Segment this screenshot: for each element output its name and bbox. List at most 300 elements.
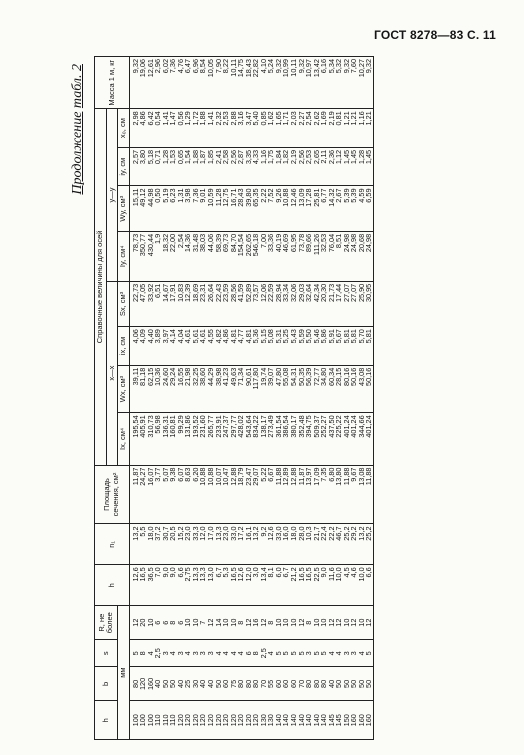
cell-ix: 4,40 — [147, 327, 155, 366]
cell-mass: 9,32 — [298, 57, 306, 109]
cell-Wx: 62,15 — [147, 365, 155, 413]
cell-ix: 5,08 — [267, 327, 275, 366]
cell-n1: 25,2 — [343, 524, 351, 565]
cell-iy: 1,84 — [275, 147, 283, 186]
cell-s: 3 — [343, 640, 351, 667]
cell-n1: 5,5 — [139, 524, 147, 565]
cell-Iy: 58,39 — [215, 231, 223, 281]
cell-mass: 19,06 — [139, 57, 147, 109]
cell-Sx: 47,05 — [139, 281, 147, 326]
cell-ix: 4,82 — [215, 327, 223, 366]
cell-Ix: 361,54 — [275, 413, 283, 465]
cell-Sx: 32,06 — [290, 281, 298, 326]
cell-Wx: 117,80 — [252, 365, 260, 413]
cell-Ix: 380,17 — [290, 413, 298, 465]
cell-n1: 13,3 — [215, 524, 223, 565]
cell-n1: 22,4 — [320, 524, 328, 565]
cell-Wx: 19,74 — [260, 365, 268, 413]
cell-iy: 2,36 — [328, 147, 336, 186]
cell-area: 10,88 — [199, 465, 207, 524]
cell-h: 120 — [237, 701, 245, 740]
cell-R: 10 — [282, 606, 290, 640]
cell-b: 40 — [207, 667, 215, 701]
cell-b: 50 — [169, 667, 177, 701]
cell-x0: 1,21 — [350, 109, 358, 148]
cell-area: 7,35 — [320, 465, 328, 524]
cell-b: 60 — [290, 667, 298, 701]
cell-x0: 2,54 — [305, 109, 313, 148]
cell-Sx: 27,07 — [350, 281, 358, 326]
cell-Ix: 394,75 — [305, 413, 313, 465]
col-Iy: Iy, см⁴ — [118, 231, 130, 281]
cell-b: 80 — [320, 667, 328, 701]
cell-x0: 2,27 — [298, 109, 306, 148]
cell-x0: 2,03 — [290, 109, 298, 148]
cell-s: 3 — [207, 640, 215, 667]
cell-hh: 4,5 — [343, 565, 351, 606]
cell-h: 130 — [260, 701, 268, 740]
cell-x0: 1,21 — [365, 109, 373, 148]
cell-R: 10 — [230, 606, 238, 640]
cell-n1: 28,0 — [298, 524, 306, 565]
cell-Ix: 344,66 — [358, 413, 366, 465]
continuation-prefix: Продолжение — [70, 111, 85, 195]
cell-h: 120 — [207, 701, 215, 740]
cell-b: 40 — [328, 667, 336, 701]
cell-R: 12 — [328, 606, 336, 640]
cell-Wx: 38,60 — [199, 365, 207, 413]
cell-Wy: 9,01 — [199, 186, 207, 231]
cell-iy: 1,85 — [207, 147, 215, 186]
cell-b: 80 — [305, 667, 313, 701]
cell-ix: 5,36 — [252, 327, 260, 366]
cell-Ix: 543,64 — [245, 413, 253, 465]
table-body — [129, 57, 374, 740]
cell-h: 145 — [328, 701, 336, 740]
cell-mass: 9,32 — [129, 57, 139, 109]
cell-hh: 9,0 — [169, 565, 177, 606]
cell-b: 50 — [215, 667, 223, 701]
cell-b: 50 — [162, 667, 170, 701]
cell-s: 3 — [199, 640, 207, 667]
cell-Iy: 24,98 — [350, 231, 358, 281]
cell-Ix: 138,17 — [260, 413, 268, 465]
cell-mass: 5,32 — [335, 57, 343, 109]
cell-x0: 2,98 — [129, 109, 139, 148]
cell-Ix: 509,37 — [313, 413, 321, 465]
cell-iy: 4,33 — [252, 147, 260, 186]
unit-mm: мм — [118, 606, 130, 740]
cell-mass: 2,96 — [154, 57, 162, 109]
cell-Wx: 55,08 — [282, 365, 290, 413]
cell-b: 50 — [343, 667, 351, 701]
cell-iy: 1,45 — [365, 147, 373, 186]
col-ix: ix, см — [118, 327, 130, 366]
cell-hh: 22,5 — [313, 565, 321, 606]
cell-n1: 9,2 — [260, 524, 268, 565]
cell-Wy: 39,80 — [245, 186, 253, 231]
cell-Wy: 2,67 — [335, 186, 343, 231]
cell-s: 3 — [192, 640, 200, 667]
cell-Wx: 44,29 — [207, 365, 215, 413]
cell-ix: 4,14 — [169, 327, 177, 366]
cell-s: 5 — [275, 640, 283, 667]
cell-n1: 13,2 — [358, 524, 366, 565]
cell-x0: 2,62 — [313, 109, 321, 148]
cell-s: 4 — [169, 640, 177, 667]
cell-Iy: 350,77 — [139, 231, 147, 281]
col-s: s — [95, 640, 118, 667]
cell-x0: 2,32 — [215, 109, 223, 148]
cell-mass: 4,10 — [260, 57, 268, 109]
cell-Wy: 5,39 — [350, 186, 358, 231]
cell-hh: 4,6 — [350, 565, 358, 606]
cell-ix: 4,61 — [184, 327, 192, 366]
cell-Wy: 5,39 — [343, 186, 351, 231]
cell-Iy: 546,18 — [252, 231, 260, 281]
cell-s: 2,5 — [154, 640, 162, 667]
cell-b: 80 — [129, 667, 139, 701]
cell-Wy: 14,32 — [328, 186, 336, 231]
cell-x0: 1,71 — [282, 109, 290, 148]
page-header: ГОСТ 8278—83 С. 11 — [373, 28, 496, 42]
cell-Wy: 6,77 — [320, 186, 328, 231]
col-h: h — [95, 701, 118, 740]
cell-iy: 1,87 — [199, 147, 207, 186]
cell-area: 5,07 — [162, 465, 170, 524]
cell-Wx: 43,08 — [358, 365, 366, 413]
cell-n1: 15,2 — [177, 524, 185, 565]
cell-Ix: 834,22 — [252, 413, 260, 465]
cell-x0: 0,81 — [335, 109, 343, 148]
cell-x0: 2,19 — [328, 109, 336, 148]
cell-Ix: 401,24 — [365, 413, 373, 465]
cell-h: 160 — [365, 701, 373, 740]
cell-b: 40 — [199, 667, 207, 701]
cell-n1: 13,2 — [129, 524, 139, 565]
cell-area: 11,87 — [129, 465, 139, 524]
cell-n1: 33,0 — [230, 524, 238, 565]
cell-Wx: 39,11 — [129, 365, 139, 413]
cell-h: 160 — [358, 701, 366, 740]
col-b: b — [95, 667, 118, 701]
cell-h: 110 — [154, 701, 162, 740]
cell-x0: 6,42 — [147, 109, 155, 148]
axis-yy-header: y—y — [106, 109, 118, 282]
cell-mass: 5,34 — [328, 57, 336, 109]
cell-b: 55 — [267, 667, 275, 701]
cell-Ix: 437,50 — [328, 413, 336, 465]
cell-n1: 17,0 — [207, 524, 215, 565]
cell-ix: 5,59 — [298, 327, 306, 366]
cell-Sx: 22,43 — [215, 281, 223, 326]
cell-Wx: 54,31 — [290, 365, 298, 413]
cell-ix: 5,91 — [328, 327, 336, 366]
cell-hh: 16,5 — [139, 565, 147, 606]
cell-Ix: 405,91 — [139, 413, 147, 465]
cell-x0: 3,16 — [237, 109, 245, 148]
cell-area: 9,38 — [169, 465, 177, 524]
cell-Wy: 13,09 — [298, 186, 306, 231]
cell-iy: 1,28 — [162, 147, 170, 186]
cell-ix: 5,46 — [313, 327, 321, 366]
cell-Wx: 50,16 — [365, 365, 373, 413]
cell-mass: 7,90 — [215, 57, 223, 109]
cell-Iy: 31,48 — [192, 231, 200, 281]
cell-iy: 2,87 — [237, 147, 245, 186]
cell-Ix: 233,91 — [215, 413, 223, 465]
cell-Sx: 32,64 — [305, 281, 313, 326]
cell-Sx: 52,89 — [245, 281, 253, 326]
cell-Wx: 32,25 — [192, 365, 200, 413]
profile-table — [94, 56, 374, 740]
cell-x0: 0,54 — [154, 109, 162, 148]
cell-Sx: 10,83 — [177, 281, 185, 326]
cell-iy: 2,41 — [215, 147, 223, 186]
cell-Wy: 6,23 — [169, 186, 177, 231]
cell-Wx: 28,15 — [335, 365, 343, 413]
cell-hh: 12,0 — [245, 565, 253, 606]
cell-Iy: 33,36 — [267, 231, 275, 281]
cell-mass: 9,32 — [365, 57, 373, 109]
cell-Wy: 5,19 — [162, 186, 170, 231]
cell-x0: 4,86 — [139, 109, 147, 148]
cell-R: 12 — [365, 606, 373, 640]
cell-mass: 12,61 — [147, 57, 155, 109]
cell-Iy: 89,66 — [305, 231, 313, 281]
cell-Iy: 32,53 — [320, 231, 328, 281]
cell-area: 12,88 — [290, 465, 298, 524]
cell-R: 12 — [350, 606, 358, 640]
cell-b: 80 — [237, 667, 245, 701]
cell-hh: 2,75 — [184, 565, 192, 606]
cell-b: 80 — [245, 667, 253, 701]
cell-Ix: 225,22 — [335, 413, 343, 465]
cell-area: 5,22 — [260, 465, 268, 524]
axis-xx-header: x—x — [106, 281, 118, 465]
cell-hh: 6,6 — [365, 565, 373, 606]
col-iy: iy, см — [118, 147, 130, 186]
cell-Ix: 193,52 — [192, 413, 200, 465]
cell-R: 12 — [335, 606, 343, 640]
cell-Sx: 30,95 — [365, 281, 373, 326]
cell-b: 75 — [230, 667, 238, 701]
cell-s: 5 — [298, 640, 306, 667]
cell-ix: 4,55 — [207, 327, 215, 366]
cell-hh: 16,5 — [298, 565, 306, 606]
cell-hh: 6,7 — [282, 565, 290, 606]
cell-iy: 1,12 — [335, 147, 343, 186]
cell-mass: 10,05 — [207, 57, 215, 109]
cell-h: 110 — [162, 701, 170, 740]
cell-b: 60 — [222, 667, 230, 701]
cell-Wy: 15,11 — [129, 186, 139, 231]
cell-area: 11,87 — [298, 465, 306, 524]
cell-iy: 1,28 — [358, 147, 366, 186]
cell-Wx: 80,16 — [343, 365, 351, 413]
cell-n1: 30,7 — [162, 524, 170, 565]
cell-ix: 5,50 — [305, 327, 313, 366]
cell-x0: 1,29 — [184, 109, 192, 148]
cell-Iy: 262,65 — [245, 231, 253, 281]
cell-h: 120 — [252, 701, 260, 740]
cell-ix: 5,81 — [365, 327, 373, 366]
cell-Wy: 1,31 — [177, 186, 185, 231]
cell-hh: 13,4 — [260, 565, 268, 606]
cell-Ix: 297,77 — [230, 413, 238, 465]
cell-area: 10,88 — [207, 465, 215, 524]
cell-b: 50 — [358, 667, 366, 701]
ref-values-header: Справочные величины для осей — [95, 109, 107, 465]
cell-hh: 13,3 — [199, 565, 207, 606]
cell-mass: 14,75 — [237, 57, 245, 109]
cell-n1: 23,0 — [222, 524, 230, 565]
cell-Sx: 17,91 — [169, 281, 177, 326]
cell-R: 12 — [298, 606, 306, 640]
cell-ix: 5,31 — [275, 327, 283, 366]
cell-iy: 2,65 — [313, 147, 321, 186]
cell-s: 4 — [328, 640, 336, 667]
cell-hh: 21,2 — [290, 565, 298, 606]
cell-area: 6,67 — [267, 465, 275, 524]
cell-R: 6 — [154, 606, 162, 640]
cell-x0: 1,62 — [267, 109, 275, 148]
cell-mass: 7,36 — [169, 57, 177, 109]
cell-hh: 12,6 — [237, 565, 245, 606]
cell-area: 23,47 — [245, 465, 253, 524]
cell-Wx: 56,39 — [305, 365, 313, 413]
cell-mass: 4,76 — [177, 57, 185, 109]
cell-Iy: 84,70 — [230, 231, 238, 281]
cell-s: 5 — [313, 640, 321, 667]
cell-iy: 1,82 — [282, 147, 290, 186]
cell-Wy: 3,98 — [184, 186, 192, 231]
cell-h: 160 — [350, 701, 358, 740]
cell-Iy: 44,06 — [207, 231, 215, 281]
cell-ix: 3,97 — [162, 327, 170, 366]
cell-Sx: 6,51 — [154, 281, 162, 326]
cell-s: 8 — [139, 640, 147, 667]
cell-Wx: 71,34 — [237, 365, 245, 413]
cell-Wx: 90,61 — [245, 365, 253, 413]
cell-Wy: 44,98 — [147, 186, 155, 231]
cell-ix: 5,61 — [192, 327, 200, 366]
cell-iy: 2,56 — [298, 147, 306, 186]
cell-n1: 16,0 — [282, 524, 290, 565]
cell-ix: 5,67 — [335, 327, 343, 366]
cell-Wy: 12,46 — [290, 186, 298, 231]
cell-Iy: 20,68 — [358, 231, 366, 281]
cell-h: 120 — [177, 701, 185, 740]
cell-Wy: 2,22 — [260, 186, 268, 231]
cell-s: 5 — [365, 640, 373, 667]
cell-n1: 10,3 — [305, 524, 313, 565]
cell-iy: 2,56 — [230, 147, 238, 186]
cell-Ix: 195,54 — [129, 413, 139, 465]
cell-Iy: 73,78 — [298, 231, 306, 281]
cell-Wx: 29,24 — [169, 365, 177, 413]
cell-R: 7 — [199, 606, 207, 640]
cell-Wy: 4,59 — [358, 186, 366, 231]
cell-R: 6 — [177, 606, 185, 640]
cell-x0: 1,41 — [162, 109, 170, 148]
table-row — [365, 57, 373, 740]
cell-b: 70 — [260, 667, 268, 701]
cell-n1: 12,0 — [199, 524, 207, 565]
cell-hh: 36,5 — [147, 565, 155, 606]
cell-ix: 5,15 — [260, 327, 268, 366]
cell-area: 13,80 — [335, 465, 343, 524]
cell-R: 10 — [192, 606, 200, 640]
cell-iy: 2,53 — [305, 147, 313, 186]
cell-h: 140 — [275, 701, 283, 740]
cell-n1: 25,2 — [365, 524, 373, 565]
cell-ix: 4,81 — [245, 327, 253, 366]
cell-mass: 6,16 — [320, 57, 328, 109]
cell-Wx: 34,80 — [320, 365, 328, 413]
cell-b: 160 — [147, 667, 155, 701]
cell-x0: 1,41 — [207, 109, 215, 148]
cell-Wx: 50,35 — [298, 365, 306, 413]
cell-x0: 3,47 — [245, 109, 253, 148]
cell-Sx: 22,59 — [267, 281, 275, 326]
cell-s: 4 — [184, 640, 192, 667]
cell-b: 50 — [335, 667, 343, 701]
cell-Wx: 21,98 — [184, 365, 192, 413]
cell-iy: 5,18 — [147, 147, 155, 186]
cell-x0: 5,40 — [252, 109, 260, 148]
cell-s: 3 — [162, 640, 170, 667]
cell-b: 60 — [275, 667, 283, 701]
cell-x0: 1,69 — [320, 109, 328, 148]
table-landscape — [66, 56, 516, 740]
cell-area: 11,88 — [365, 465, 373, 524]
cell-Sx: 18,69 — [192, 281, 200, 326]
cell-b: 30 — [192, 667, 200, 701]
cell-Sx: 25,90 — [358, 281, 366, 326]
cell-b: 60 — [282, 667, 290, 701]
cell-Iy: 8,51 — [335, 231, 343, 281]
cell-ix: 3,89 — [154, 327, 162, 366]
cell-R: 10 — [320, 606, 328, 640]
cell-n1: 20,5 — [169, 524, 177, 565]
cell-Sx: 33,92 — [147, 281, 155, 326]
cell-n1: 33,0 — [275, 524, 283, 565]
cell-Sx: 29,03 — [298, 281, 306, 326]
cell-R: 12 — [245, 606, 253, 640]
cell-hh: 10,0 — [358, 565, 366, 606]
cell-h: 120 — [230, 701, 238, 740]
cell-Sx: 73,57 — [252, 281, 260, 326]
cell-Ix: 310,73 — [147, 413, 155, 465]
cell-x0: 1,21 — [343, 109, 351, 148]
cell-x0: 0,56 — [177, 109, 185, 148]
cell-h: 120 — [222, 701, 230, 740]
cell-Iy: 24,98 — [343, 231, 351, 281]
col-area: Площадь сечения, см² — [95, 465, 130, 524]
cell-h: 140 — [290, 701, 298, 740]
cell-area: 11,88 — [275, 465, 283, 524]
cell-mass: 10,97 — [305, 57, 313, 109]
cell-ix: 5,43 — [290, 327, 298, 366]
cell-area: 6,07 — [177, 465, 185, 524]
cell-s: 5 — [320, 640, 328, 667]
col-R: R, не более — [95, 606, 118, 640]
cell-iy: 2,11 — [320, 147, 328, 186]
cell-hh: 12,6 — [129, 565, 139, 606]
cell-Sx: 22,73 — [129, 281, 139, 326]
cell-mass: 10,11 — [290, 57, 298, 109]
